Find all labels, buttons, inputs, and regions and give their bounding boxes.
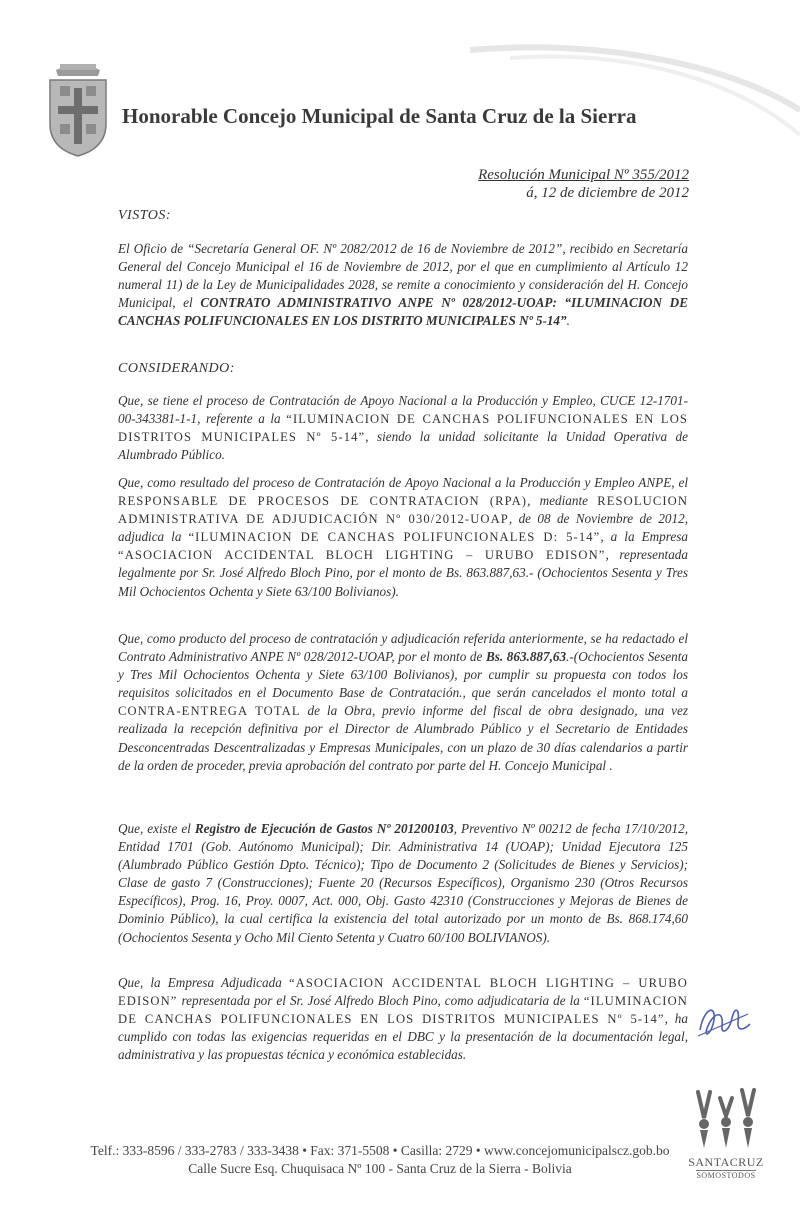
p5-text: Que, existe el (118, 821, 195, 836)
resolution-date: á, 12 de diciembre de 2012 (526, 185, 689, 201)
p3-mid-1: , mediante (527, 493, 598, 509)
p2-caps: “ILUMINACION DE CANCHAS POLIFUNCIONALES EN LOS DISTRITOS MUNICIPALES Nº 5-14” (118, 412, 688, 445)
p3-text: Que, como resultado del proceso de Contratación de Apoyo Nacional a la Producción y Empleo ANPE, el (118, 475, 688, 490)
p5-registro: Registro de Ejecución de Gastos Nº 201200103 (194, 821, 454, 836)
p3-caps-1: RESPONSABLE DE PROCESOS DE CONTRATACION (RPA) (118, 494, 528, 509)
p4-text: Que, como producto del proceso de contratación y adjudicación referida anteriormente, se ha redactado el Contrato Administrativo ANPE Nº 028/2012-UOAP, por el monto de (118, 631, 688, 665)
p1-end: . (566, 313, 570, 329)
p2-end: , siendo la unidad solicitante la Unidad Operativa de Alumbrado Público. (118, 429, 688, 463)
p3-caps-4: “ASOCIACION ACCIDENTAL BLOCH LIGHTING – URUBO EDISON” (118, 548, 606, 563)
p3-mid-3: , a la Empresa (600, 529, 688, 545)
footer (60, 1142, 700, 1178)
p6-end: , ha cumplido con todas las exigencias requeridas en el DBC y la presentación de la documentación legal, administrativa y las propuestas técnica y económica establecidas. (118, 1011, 688, 1063)
p3-mid-2: , de 08 de Noviembre de 2012, adjudica la (118, 511, 688, 545)
logo-text-bottom: SOMOSTODOS (696, 1171, 756, 1180)
coat-of-arms-icon (46, 62, 110, 158)
p6-mid: representada por el Sr. José Alfredo Bloch Pino, como adjudicataria de la (177, 993, 584, 1009)
paragraph-5 (118, 820, 688, 947)
vistos-heading: VISTOS: (118, 208, 172, 223)
header-title: Honorable Concejo Municipal de Santa Cruz de la Sierra (122, 104, 637, 128)
p1-contract-title: CONTRATO ADMINISTRATIVO ANPE Nº 028/2012-UOAP: “ILUMINACION DE CANCHAS POLIFUNCIONALES EN LOS DISTRITO MUNICIPALES Nº 5-14” (118, 295, 688, 329)
p4-amount: Bs. 863.887,63 (485, 649, 567, 665)
footer-contact: Telf.: 333-8596 / 333-2783 / 333-3438 • Fax: 371-5508 • Casilla: 2729 • www.concejomunicipalscz.gob.bo (90, 1143, 670, 1158)
p6-caps-1: “ASOCIACION ACCIDENTAL BLOCH LIGHTING – URUBO EDISON” (118, 976, 689, 1009)
paragraph-3 (118, 474, 688, 601)
paragraph-6 (118, 974, 688, 1064)
footer-address: Calle Sucre Esq. Chuquisaca Nº 100 - Santa Cruz de la Sierra - Bolivia (188, 1161, 572, 1176)
p3-caps-2: RESOLUCION ADMINISTRATIVA DE ADJUDICACIÓN Nº 030/2012-UOAP (118, 494, 689, 527)
paragraph-2 (118, 392, 688, 464)
p5-end: , Preventivo Nº 00212 de fecha 17/10/2012, Entidad 1701 (Gob. Autónomo Municipal); Dir. Administrativa 14 (UOAP); Unidad Ejecutora 125 (Alumbrado Público Gestión Dpto. Técnico); Tipo de Documento 2 (Solicitudes de Bienes y Servicios); Clase de gasto 7 (Construcciones); Fuente 20 (Recursos Específicos), Organismo 230 (Otros Recursos Específicos), Prog. 16, Proy. 0007, Act. 000, Obj. Gasto 42310 (Construcciones y Mejoras de Bienes de Dominio Público), la cual certifica la existencia del total autorizado por un monto de Bs. 868.174,60 (Ochocientos Sesenta y Ocho Mil Ciento Setenta y Cuatro 60/100 BOLIVIANOS). (118, 821, 689, 945)
people-icon (686, 1088, 766, 1150)
paragraph-4 (118, 630, 688, 775)
resolution-block (478, 166, 689, 202)
p6-caps-2: “ILUMINACION DE CANCHAS POLIFUNCIONALES EN LOS DISTRITOS MUNICIPALES Nº 5-14” (118, 994, 688, 1027)
p1-text: El Oficio de “Secretaría General OF. Nº 2082/2012 de 16 de Noviembre de 2012”, recibido en Secretaría General del Concejo Municipal el 16 de Noviembre de 2012, por el que en cumplimiento al Artículo 12 numeral 11) de la Ley de Municipalidades 2028, se remite a conocimiento y consideración del H. Concejo Municipal, el (118, 241, 688, 311)
p4-mid: .-(Ochocientos Sesenta y Tres Mil Ochocientos Ochenta y Siete 63/100 Bolivianos), por cumplir su propuesta con todos los requisitos solicitados en el Documento Base de Contratación., que serán cancelados el monto total a (118, 649, 688, 701)
header-swoosh (470, 40, 800, 160)
logo-text-top: SANTACRUZ (688, 1155, 764, 1169)
p2-text: Que, se tiene el proceso de Contratación de Apoyo Nacional a la Producción y Empleo, CUCE 12-1701-00-343381-1-1, referente a la (118, 393, 688, 427)
p3-caps-3: “ILUMINACION DE CANCHAS POLIFUNCIONALES D: 5-14” (188, 530, 601, 545)
considerando-heading: CONSIDERANDO: (118, 361, 235, 376)
resolution-number: Resolución Municipal Nº 355/2012 (478, 167, 689, 183)
paragraph-vistos (118, 240, 688, 330)
p3-end: , representada legalmente por Sr. José Alfredo Bloch Pino, por el monto de Bs. 863.887,63.- (Ochocientos Sesenta y Tres Mil Ochocientos Ochenta y Siete 63/100 Bolivianos). (118, 547, 688, 599)
p4-caps: CONTRA-ENTREGA TOTAL (118, 704, 301, 719)
p4-end: de la Obra, previo informe del fiscal de obra designado, una vez realizada la recepción definitiva por el Director de Alumbrado Público y el Secretario de Entidades Desconcentradas Descentralizadas y Empresas Municipales, con un plazo de 30 días calendarios a partir de la orden de proceder, previa aprobación del contrato por parte del H. Concejo Municipal . (118, 703, 688, 773)
initials-signature (694, 1000, 754, 1044)
p6-text: Que, la Empresa Adjudicada (118, 975, 289, 990)
